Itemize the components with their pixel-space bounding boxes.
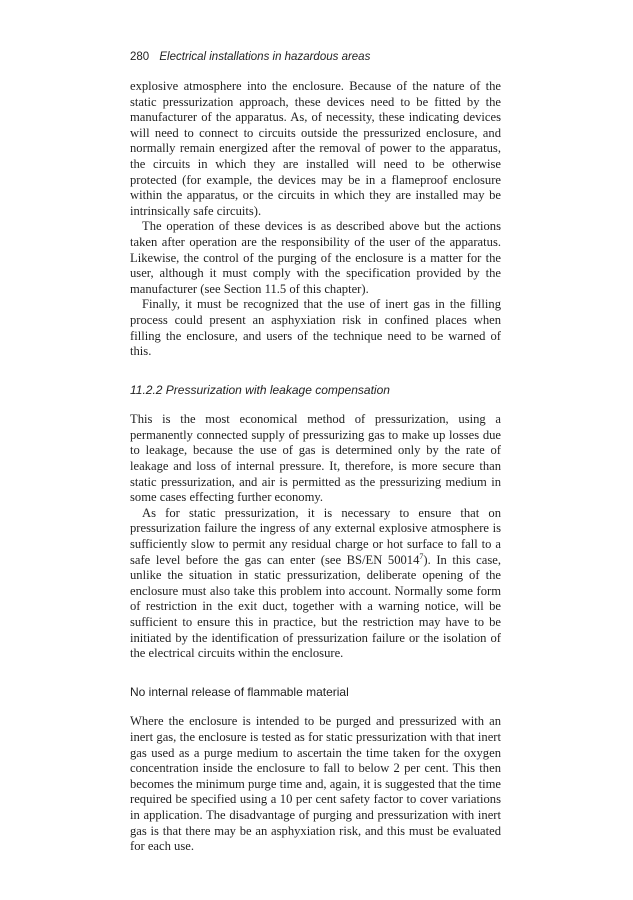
paragraph: explosive atmosphere into the enclosure. Because of the nature of the static pressurization approach, these devices need to be fitted by the manufacturer of the apparatus. As, of necessity, these indicating devices will need to connect to circuits outside the pressurized enclosure, and normally remain energized after the removal of power to the apparatus, the circuits in which they are installed will need to be otherwise protected (for example, the devices may be in a flameproof enclosure within the apparatus, or the circuits in which they are installed may be intrinsically safe circuits). [130, 79, 501, 218]
minor-heading: No internal release of flammable material [130, 684, 349, 699]
paragraph-text: As for static pressurization, it is necessary to ensure that on pressurization failure the ingress of any external explosive atmosphere is sufficiently slow to permit any residual charge or hot surface to fall to a safe level before the gas can enter (see BS/EN 50014 [130, 505, 501, 567]
paragraph: The operation of these devices is as described above but the actions taken after operation are the responsibility of the user of the apparatus. Likewise, the control of the purging of the enclosure is a matter for the user, although it must comply with the specification provided by the manufacturer (see Section 11.5 of this chapter). [130, 219, 501, 296]
running-title: Electrical installations in hazardous areas [159, 51, 371, 63]
paragraph-text: ). In this case, unlike the situation in static pressurization, deliberate opening of the enclosure must also take this problem into account. Normally some form of restriction in the exit duct, together with a warning notice, will be sufficient to ensure this in practice, but the restriction may have to be initiated by the identification of pressurization failure or the isolation of the electrical circuits within the enclosure. [130, 552, 501, 661]
paragraph: This is the most economical method of pressurization, using a permanently connected supply of pressurizing gas to make up losses due to leakage, because the use of gas is determined only by the rate of leakage and loss of internal pressure. It, therefore, is more secure than static pressurization, and air is permitted as the pressurizing medium in some cases effecting further economy. [130, 412, 501, 505]
paragraph: Where the enclosure is intended to be purged and pressurized with an inert gas, the enclosure is tested as for static pressurization with that inert gas used as a purge medium to ascertain the time taken for the oxygen concentration inside the enclosure to fall to below 2 per cent. This then becomes the minimum purge time and, again, it is suggested that the time required be specified using a 10 per cent safety factor to cover variations in application. The disadvantage of purging and pressurization with inert gas is that there may be an asphyxiation risk, and this must be evaluated for each use. [130, 714, 501, 854]
paragraph: Finally, it must be recognized that the use of inert gas in the filling process could present an asphyxiation risk in confined places when filling the enclosure, and users of the technique need to be warned of this. [130, 297, 501, 359]
page-number: 280 [130, 51, 150, 63]
running-header [130, 51, 370, 63]
subsection-heading: 11.2.2 Pressurization with leakage compensation [130, 382, 390, 397]
body-text [130, 79, 501, 855]
footnote-ref: 7 [419, 551, 424, 561]
paragraph [130, 506, 501, 662]
